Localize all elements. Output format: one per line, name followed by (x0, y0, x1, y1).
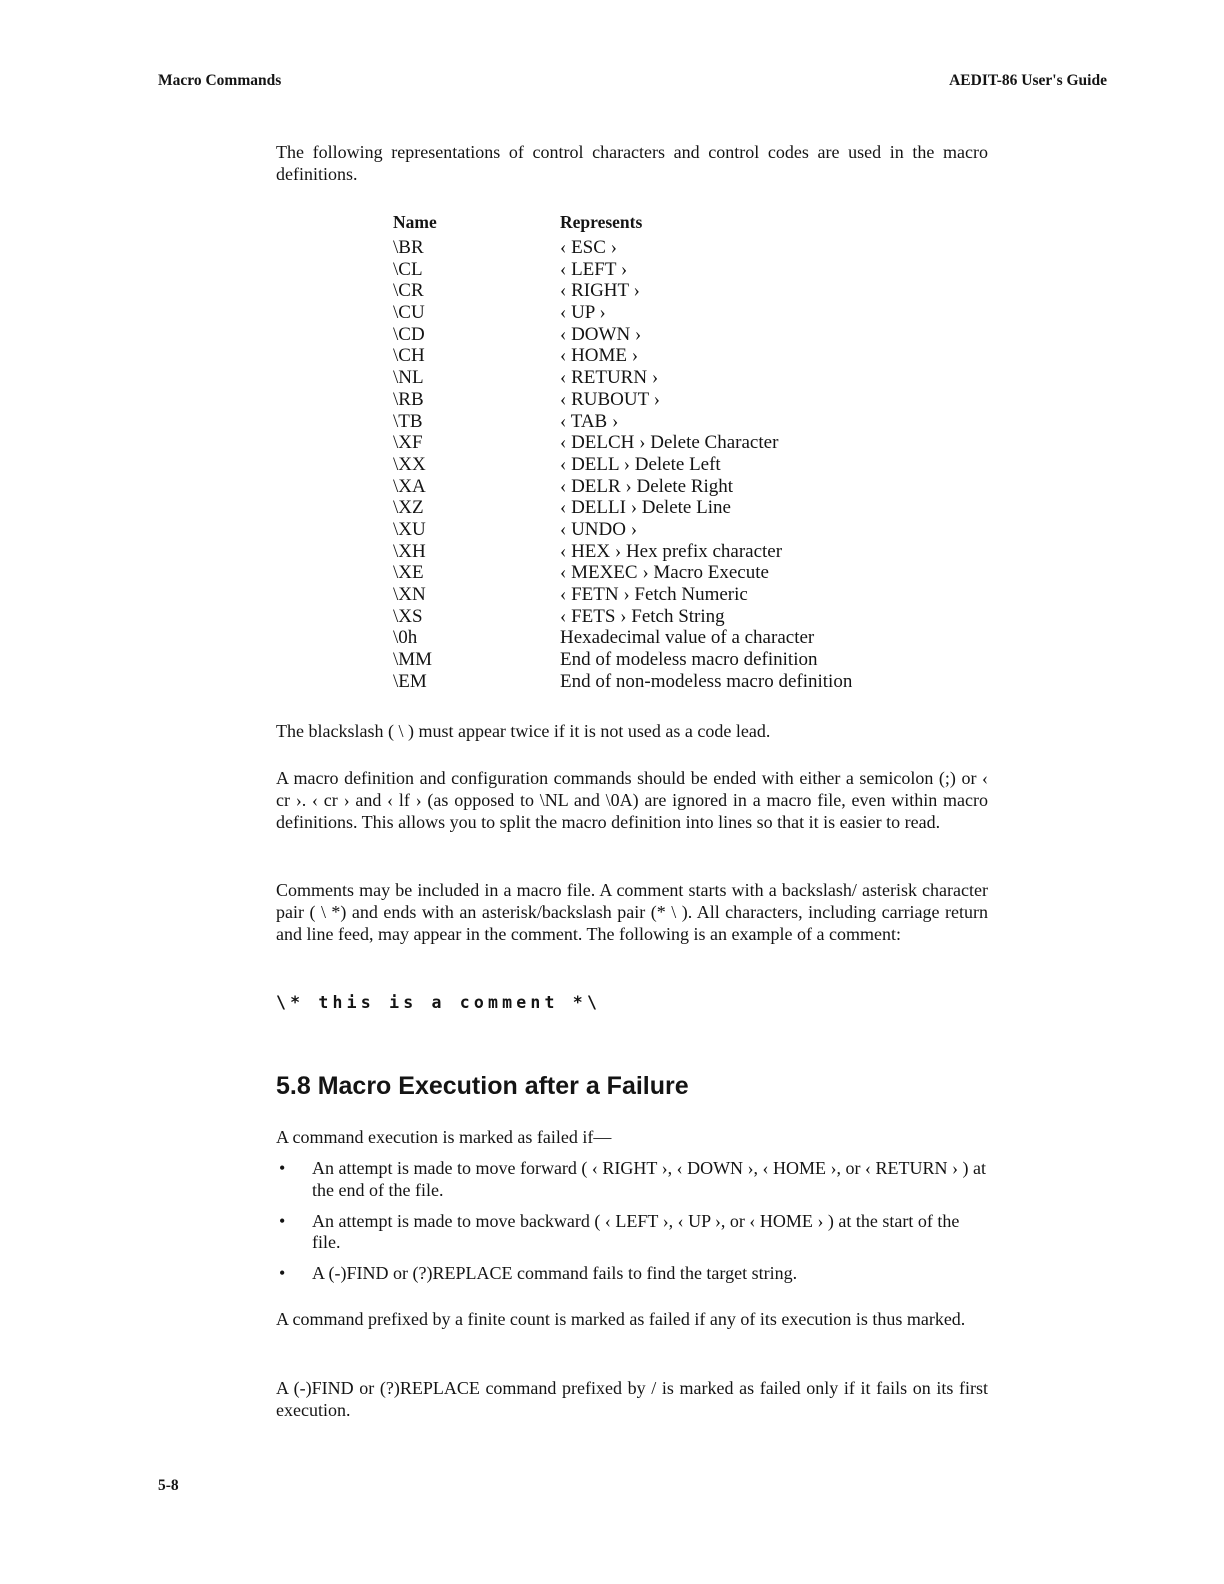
table-row (393, 259, 852, 281)
comments-paragraph: Comments may be included in a macro file. A comment starts with a backslash/ asterisk character pair ( \ *) and ends with an asterisk/backslash pair (* \ ). All characters, including carriage return and line feed, may appear in the comment. The following is an example of a comment: (276, 880, 988, 944)
column-header-name: Name (393, 212, 437, 232)
represents-cell: ‹ DELCH › Delete Character (560, 432, 779, 454)
table-row (393, 671, 852, 693)
code-name-cell: \XX (393, 453, 426, 475)
list-item (276, 1211, 988, 1255)
represents-cell: ‹ RUBOUT › (560, 388, 660, 410)
code-name-cell: \TB (393, 410, 423, 432)
list-item (276, 1263, 988, 1285)
code-name-cell: \XZ (393, 497, 424, 519)
intro-paragraph: The following representations of control characters and control codes are used in the macro definitions. (276, 142, 988, 184)
table-row (393, 302, 852, 324)
code-name-cell: \0h (393, 627, 418, 649)
represents-cell: ‹ RIGHT › (560, 280, 640, 302)
table-row (393, 497, 852, 519)
represents-cell: ‹ RETURN › (560, 367, 659, 389)
table-row (393, 584, 852, 606)
code-name-cell: \XA (393, 475, 426, 497)
table-row (393, 541, 852, 563)
table-row (393, 432, 852, 454)
finite-count-paragraph: A command prefixed by a finite count is marked as failed if any of its execution is thus marked. (276, 1309, 966, 1329)
table-row (393, 367, 852, 389)
represents-cell: ‹ DELL › Delete Left (560, 453, 721, 475)
list-item-text: An attempt is made to move forward ( ‹ RIGHT ›, ‹ DOWN ›, ‹ HOME ›, or ‹ RETURN › ) at the end of the file. (312, 1158, 987, 1200)
table-row (393, 345, 852, 367)
code-name-cell: \CR (393, 280, 424, 302)
failure-conditions-list (276, 1158, 988, 1285)
represents-cell: ‹ UNDO › (560, 518, 638, 540)
code-name-cell: \XU (393, 518, 426, 540)
represents-cell: ‹ UP › (560, 302, 606, 324)
code-name-cell: \XN (393, 584, 426, 605)
list-item (276, 1158, 988, 1202)
page-number: 5-8 (158, 1477, 179, 1494)
table-row (393, 627, 852, 649)
table-row (393, 562, 852, 584)
represents-cell: ‹ FETS › Fetch String (560, 605, 725, 627)
table-row (393, 519, 852, 541)
represents-cell: End of non-modeless macro definition (560, 670, 853, 692)
running-header-left: Macro Commands (158, 72, 282, 89)
table-row (393, 606, 852, 628)
represents-cell: ‹ LEFT › (560, 258, 628, 280)
represents-cell: ‹ TAB › (560, 410, 619, 432)
section-heading: 5.8 Macro Execution after a Failure (276, 1072, 689, 1100)
represents-cell: ‹ MEXEC › Macro Execute (560, 562, 769, 584)
represents-cell: End of modeless macro definition (560, 649, 818, 671)
represents-cell: ‹ FETN › Fetch Numeric (560, 584, 748, 605)
code-name-cell: \CD (393, 323, 425, 345)
code-name-cell: \XS (393, 605, 423, 627)
running-header-right: AEDIT-86 User's Guide (949, 72, 1107, 89)
code-name-cell: \RB (393, 388, 424, 410)
code-name-cell: \MM (393, 649, 433, 671)
table-row (393, 649, 852, 671)
code-name-cell: \XE (393, 562, 424, 584)
table-row (393, 454, 852, 476)
table-header-row (393, 210, 852, 237)
represents-cell: Hexadecimal value of a character (560, 627, 815, 649)
table-row (393, 411, 852, 433)
macro-definition-paragraph: A macro definition and configuration commands should be ended with either a semicolon (;) or ‹ cr ›. ‹ cr › and ‹ lf › (as opposed to \NL and \0A) are ignored in a macro file, even within macro definitions. This allows you to split the macro definition into lines so that it is easier to read. (276, 768, 988, 832)
code-name-cell: \BR (393, 237, 424, 258)
represents-cell: ‹ HOME › (560, 345, 639, 367)
find-slash-paragraph: A (-)FIND or (?)REPLACE command prefixed by / is marked as failed only if it fails on its first execution. (276, 1378, 988, 1420)
code-name-cell: \XH (393, 540, 426, 562)
backslash-paragraph: The blackslash ( \ ) must appear twice if it is not used as a code lead. (276, 721, 771, 741)
bullet-icon: • (279, 1263, 286, 1284)
represents-cell: ‹ ESC › (560, 237, 617, 258)
table-row (393, 389, 852, 411)
table-row (393, 324, 852, 346)
table-body (393, 237, 852, 692)
list-item-text: A (-)FIND or (?)REPLACE command fails to find the target string. (312, 1263, 798, 1284)
bullet-icon: • (279, 1210, 286, 1231)
code-name-cell: \NL (393, 367, 424, 389)
represents-cell: ‹ DOWN › (560, 323, 642, 345)
code-name-cell: \EM (393, 670, 427, 692)
represents-cell: ‹ DELLI › Delete Line (560, 497, 731, 519)
table-row (393, 280, 852, 302)
table-row (393, 237, 852, 259)
code-name-cell: \CH (393, 345, 425, 367)
list-item-text: An attempt is made to move backward ( ‹ LEFT ›, ‹ UP ›, or ‹ HOME › ) at the start of the file. (312, 1210, 960, 1253)
represents-cell: ‹ HEX › Hex prefix character (560, 540, 783, 562)
code-name-cell: \CU (393, 302, 425, 324)
bullet-icon: • (279, 1158, 286, 1178)
code-name-cell: \XF (393, 432, 423, 454)
comment-code-example: \* this is a comment *\ (276, 993, 602, 1012)
failed-intro-paragraph: A command execution is marked as failed if— (276, 1127, 612, 1147)
column-header-represents: Represents (560, 212, 643, 232)
represents-cell: ‹ DELR › Delete Right (560, 475, 734, 497)
control-code-table (393, 210, 852, 692)
code-name-cell: \CL (393, 258, 423, 280)
table-row (393, 476, 852, 498)
